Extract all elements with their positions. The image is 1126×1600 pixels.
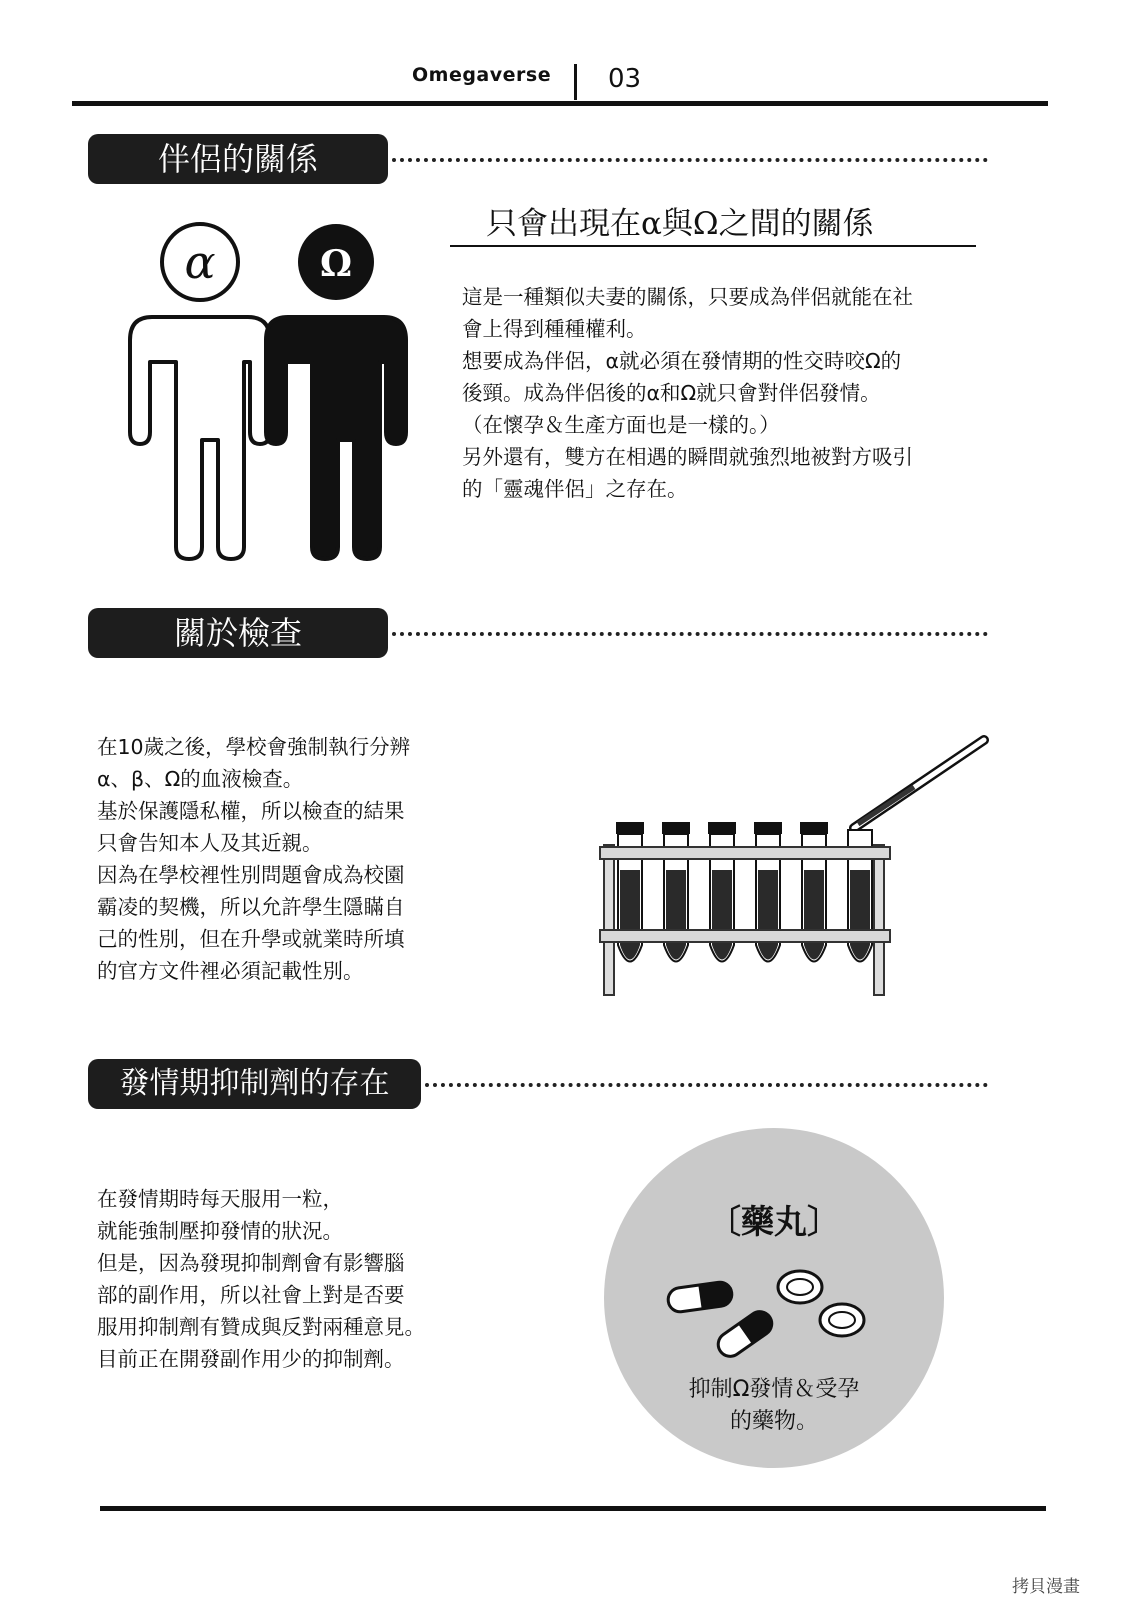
header-separator xyxy=(574,64,577,100)
heading-dotted-line xyxy=(392,158,988,162)
footer-rule xyxy=(100,1506,1046,1511)
partner-body-text: 這是一種類似夫妻的關係，只要成為伴侶就能在社 會上得到種種權利。 想要成為伴侶，α就必須在發情期的性交時咬Ω的 後頸。成為伴侶後的α和Ω就只會對伴侶發情。 （在懷孕＆生產方面也是一樣的。） 另外還有，雙方在相遇的瞬間就強烈地被對方吸引 的「靈魂伴侶」之存在。 xyxy=(462,285,913,501)
section-heading-partner: 伴侶的關係 xyxy=(88,134,388,184)
tablet-icon xyxy=(778,1271,864,1336)
section-subtitle: 只會出現在α與Ω之間的關係 xyxy=(486,206,874,242)
alpha-omega-figures xyxy=(110,222,420,567)
running-header-title: Omegaverse xyxy=(412,64,552,86)
pill-caption: 抑制Ω發情＆受孕 的藥物。 xyxy=(688,1377,860,1434)
alpha-symbol: α xyxy=(184,235,216,289)
heading-dotted-line xyxy=(392,632,988,636)
header-rule xyxy=(72,101,1048,106)
suppressant-body-text: 在發情期時每天服用一粒， 就能強制壓抑發情的狀況。 但是，因為發現抑制劑會有影響腦 部的副作用，所以社會上對是否要 服用抑制劑有贊成與反對兩種意見。 目前正在開發副作用少的抑制劑。 xyxy=(97,1187,425,1371)
pipette-icon xyxy=(854,740,984,828)
heading-dotted-line xyxy=(425,1083,988,1087)
page-number: 03 xyxy=(608,64,642,94)
pill-title: 〔藥丸〕 xyxy=(708,1202,840,1241)
test-body-text: 在10歲之後，學校會強制執行分辨 α、β、Ω的血液檢查。 基於保護隱私權，所以檢查的結果 只會告知本人及其近親。 因為在學校裡性別問題會成為校園 霸凌的契機，所以允許學生隱瞞自 己的性別，但在升學或就業時所填 的官方文件裡必須記載性別。 xyxy=(97,735,411,983)
section-heading-test: 關於檢查 xyxy=(88,608,388,658)
capsule-icon xyxy=(667,1281,777,1361)
test-tube-rack-illustration xyxy=(596,730,996,1000)
section-heading-suppressant: 發情期抑制劑的存在 xyxy=(88,1059,421,1109)
pills-illustration xyxy=(660,1262,890,1372)
subtitle-underline xyxy=(450,245,976,247)
omega-symbol: Ω xyxy=(319,243,353,285)
watermark-text: 拷貝漫畫 xyxy=(1012,1577,1080,1597)
